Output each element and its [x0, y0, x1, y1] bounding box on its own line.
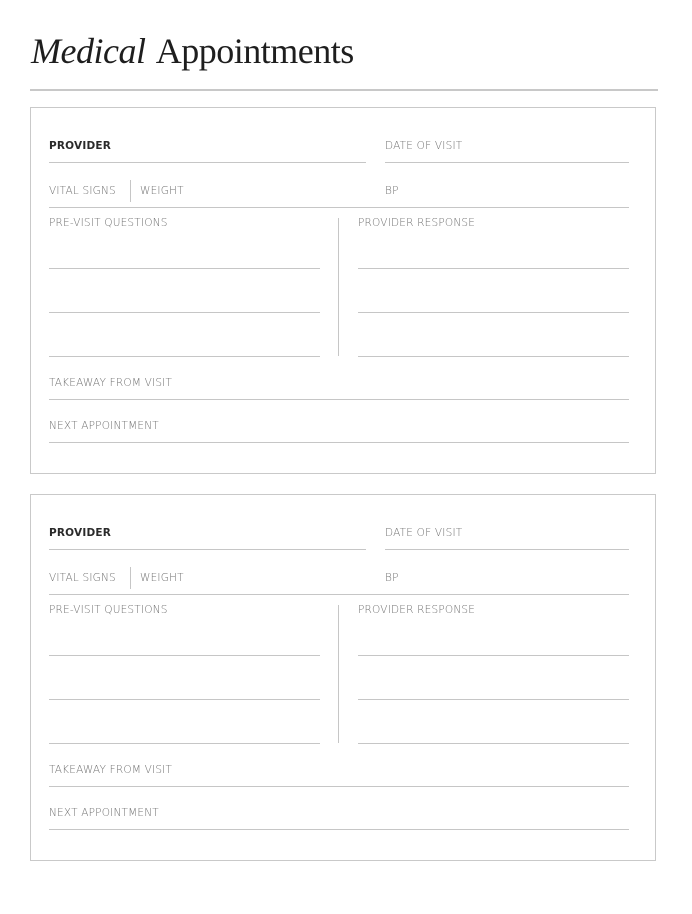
weight-label: WEIGHT — [140, 572, 184, 584]
bp-field[interactable] — [385, 178, 629, 206]
next-appointment-line — [49, 442, 629, 443]
weight-field[interactable] — [140, 565, 366, 593]
vitals-line — [49, 594, 629, 595]
question-line-2[interactable] — [49, 699, 320, 700]
weight-field[interactable] — [140, 178, 366, 206]
appointment-card-2 — [30, 494, 656, 861]
title-italic: Medical — [31, 31, 146, 71]
weight-label: WEIGHT — [140, 185, 184, 197]
vital-signs-label: VITAL SIGNS — [49, 185, 116, 197]
questions-divider — [338, 605, 339, 743]
date-of-visit-field[interactable] — [385, 134, 629, 162]
takeaway-field[interactable] — [49, 757, 629, 785]
question-line-1[interactable] — [49, 268, 320, 269]
provider-label: PROVIDER — [49, 527, 112, 539]
question-line-2[interactable] — [49, 312, 320, 313]
takeaway-line — [49, 786, 629, 787]
response-line-2[interactable] — [358, 699, 629, 700]
provider-field[interactable] — [49, 521, 366, 549]
bp-field[interactable] — [385, 565, 629, 593]
next-appointment-line — [49, 829, 629, 830]
next-appointment-label: NEXT APPOINTMENT — [49, 420, 159, 432]
next-appointment-label: NEXT APPOINTMENT — [49, 807, 159, 819]
provider-label: PROVIDER — [49, 140, 112, 152]
vital-signs-label: VITAL SIGNS — [49, 572, 116, 584]
pre-visit-questions-label: PRE-VISIT QUESTIONS — [49, 604, 168, 616]
response-line-1[interactable] — [358, 655, 629, 656]
response-line-1[interactable] — [358, 268, 629, 269]
response-line-2[interactable] — [358, 312, 629, 313]
response-line-3[interactable] — [358, 743, 629, 744]
date-of-visit-label: DATE OF VISIT — [385, 527, 463, 539]
takeaway-line — [49, 399, 629, 400]
date-of-visit-line — [385, 549, 629, 550]
date-of-visit-line — [385, 162, 629, 163]
question-line-3[interactable] — [49, 356, 320, 357]
bp-label: BP — [385, 572, 399, 584]
next-appointment-field[interactable] — [49, 413, 629, 441]
provider-line — [49, 549, 366, 550]
pre-visit-questions-label: PRE-VISIT QUESTIONS — [49, 217, 168, 229]
next-appointment-field[interactable] — [49, 800, 629, 828]
takeaway-label: TAKEAWAY FROM VISIT — [49, 377, 173, 389]
vitals-divider — [130, 567, 131, 589]
date-of-visit-field[interactable] — [385, 521, 629, 549]
takeaway-label: TAKEAWAY FROM VISIT — [49, 764, 173, 776]
questions-divider — [338, 218, 339, 356]
bp-label: BP — [385, 185, 399, 197]
response-line-3[interactable] — [358, 356, 629, 357]
provider-line — [49, 162, 366, 163]
title-divider — [30, 89, 658, 91]
provider-response-label: PROVIDER RESPONSE — [358, 604, 476, 616]
vitals-line — [49, 207, 629, 208]
page-title — [31, 30, 354, 72]
provider-response-label: PROVIDER RESPONSE — [358, 217, 476, 229]
date-of-visit-label: DATE OF VISIT — [385, 140, 463, 152]
appointment-card-1 — [30, 107, 656, 474]
question-line-1[interactable] — [49, 655, 320, 656]
question-line-3[interactable] — [49, 743, 320, 744]
takeaway-field[interactable] — [49, 370, 629, 398]
provider-field[interactable] — [49, 134, 366, 162]
title-regular: Appointments — [155, 31, 354, 71]
vitals-divider — [130, 180, 131, 202]
